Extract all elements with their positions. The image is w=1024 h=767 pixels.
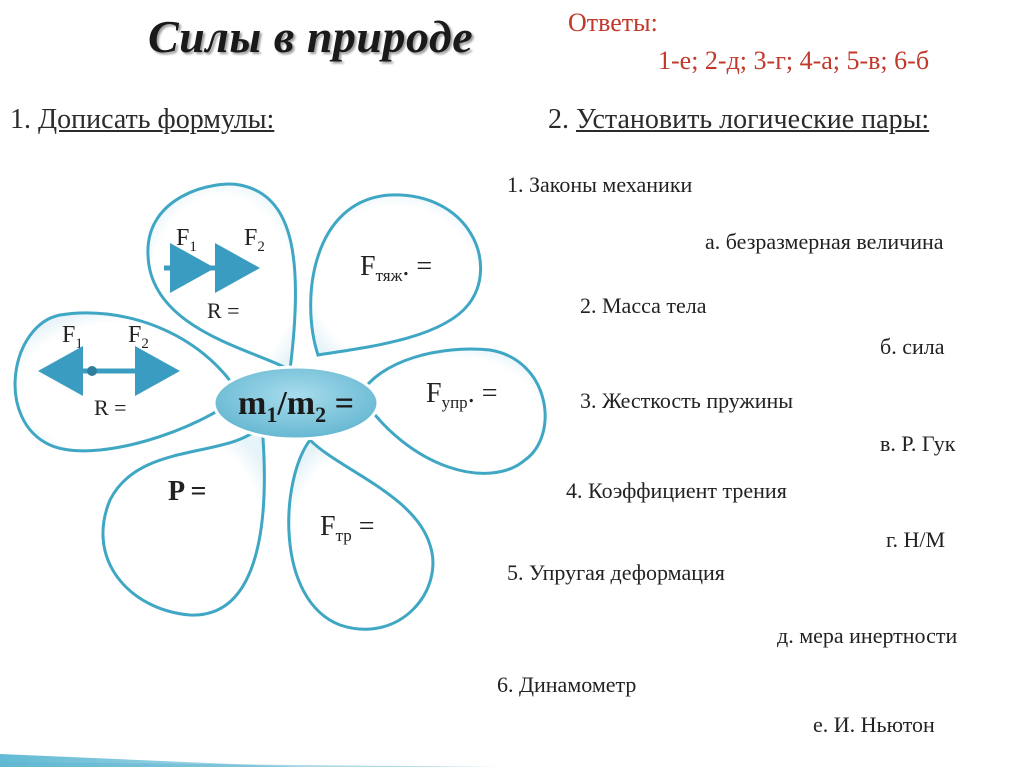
tr-formula: $F_{тр}$ = xyxy=(320,511,375,545)
tyazh-formula: $F_{тяж}$. = xyxy=(360,251,433,285)
pair-right-v: в. Р. Гук xyxy=(880,431,956,456)
task1-number: 1. xyxy=(10,104,31,135)
top-f1-label: $F_1$ xyxy=(176,225,197,255)
top-r-label: R = xyxy=(207,298,240,323)
left-vector-origin xyxy=(87,366,97,376)
pair-right-a: а. безразмерная величина xyxy=(705,229,944,254)
left-f1-label: $F_1$ xyxy=(62,322,83,352)
pair-right-e: е. И. Ньютон xyxy=(813,712,935,737)
answers-text: 1-е; 2-д; 3-г; 4-а; 5-в; 6-б xyxy=(658,46,930,75)
petal-p xyxy=(103,425,264,615)
pair-right-d: д. мера инертности xyxy=(777,623,958,648)
top-f2-label: $F_2$ xyxy=(244,225,265,255)
pair-right-g: г. Н/М xyxy=(886,527,946,552)
pair-left-1: 1. Законы механики xyxy=(507,172,693,197)
page-title: Силы в природе xyxy=(148,11,474,62)
task2-number: 2. xyxy=(548,104,569,135)
answers-label: Ответы: xyxy=(568,8,658,37)
upr-formula: $F_{упр}$. = xyxy=(426,378,498,412)
pair-left-5: 5. Упругая деформация xyxy=(507,560,725,585)
task1-label: Дописать формулы: xyxy=(38,104,275,135)
left-r-label: R = xyxy=(94,395,127,420)
center-formula: $m_1/m_2$ = xyxy=(238,385,354,427)
task2-label: Установить логические пары: xyxy=(576,104,930,135)
pair-right-b: б. сила xyxy=(880,334,945,359)
left-f2-label: $F_2$ xyxy=(128,322,149,352)
pair-left-3: 3. Жесткость пружины xyxy=(580,388,794,413)
pair-left-6: 6. Динамометр xyxy=(497,672,637,697)
slide-decoration xyxy=(0,742,1024,767)
pair-left-4: 4. Коэффициент трения xyxy=(566,478,787,503)
pair-left-2: 2. Масса тела xyxy=(580,293,707,318)
p-formula: P = xyxy=(168,476,207,507)
